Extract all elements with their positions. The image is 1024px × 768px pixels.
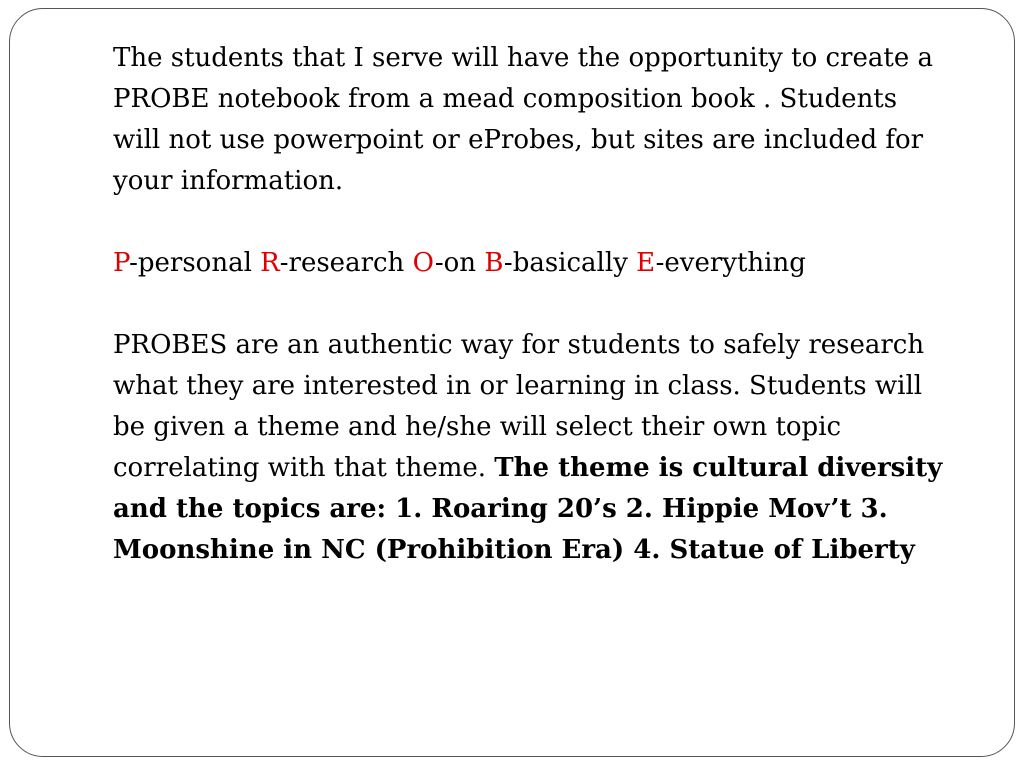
paragraph-gap [113,202,943,243]
acronym-letter-p: P [113,248,130,278]
intro-paragraph: The students that I serve will have the opportunity to create a PROBE notebook from a mead composition book . Students will not use powerpoint or eProbes, but sites are included for your information. [113,43,933,196]
acronym-letter-e: E [636,248,656,278]
theme-topics: The theme is cultural diversity and the topics are: 1. Roaring 20’s 2. Hippie Mov’t 3. Moonshine in NC (Prohibition Era) 4. Statue of Liberty [113,453,943,565]
acronym-word-everything: -everything [655,248,806,278]
acronym-word-personal: -personal [129,248,261,278]
acronym-letter-o: O [412,248,435,278]
acronym-line [113,243,943,284]
acronym-word-on: -on [434,248,485,278]
paragraph-gap [113,284,943,325]
acronym-word-basically: -basically [503,248,637,278]
slide-body [113,38,943,571]
acronym-word-research: -research [279,248,413,278]
probes-description: PROBES are an authentic way for students to safely research what they are interested in or learning in class. Students will be given a theme and he/she will select their own topic correlating with that theme. [113,330,925,483]
probes-paragraph [113,325,943,571]
acronym-letter-r: R [260,248,280,278]
acronym-letter-b: B [484,248,504,278]
